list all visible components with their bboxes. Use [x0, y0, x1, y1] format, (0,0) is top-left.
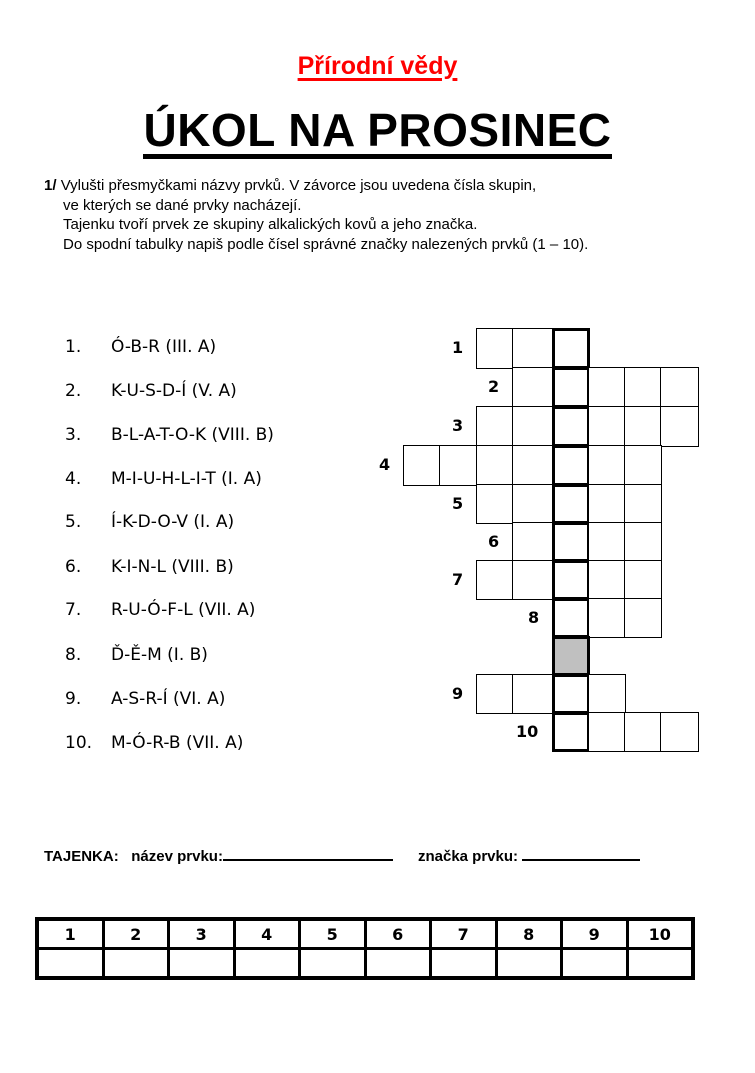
crossword-key-cell[interactable]	[552, 445, 590, 486]
tajenka-row	[44, 845, 640, 865]
crossword-cell[interactable]	[512, 674, 554, 714]
crossword-row-number: 2	[488, 377, 500, 396]
answer-cell[interactable]	[562, 949, 628, 979]
crossword-cell[interactable]	[660, 367, 699, 408]
crossword-key-cell[interactable]	[552, 712, 590, 752]
clue-item: 10. M-Ó-R-B (VII. A)	[65, 733, 244, 753]
crossword-key-cell[interactable]	[552, 674, 590, 714]
crossword-shaded-cell	[552, 636, 590, 676]
crossword-cell[interactable]	[624, 522, 662, 562]
answer-cell[interactable]	[496, 949, 562, 979]
crossword-cell[interactable]	[624, 445, 662, 486]
answer-table-header: 2	[103, 919, 169, 949]
clue-item: 5. Í-K-D-O-V (I. A)	[65, 512, 235, 532]
crossword-cell[interactable]	[588, 484, 626, 524]
crossword-cell[interactable]	[403, 445, 441, 486]
crossword-cell[interactable]	[476, 328, 514, 369]
answer-table-header: 8	[496, 919, 562, 949]
crossword-cell[interactable]	[512, 406, 554, 447]
answer-table-header-row	[37, 919, 693, 949]
crossword-cell[interactable]	[512, 560, 554, 600]
crossword-cell[interactable]	[660, 712, 699, 752]
answer-cell[interactable]	[234, 949, 300, 979]
crossword-cell[interactable]	[624, 598, 662, 638]
clue-item: 9. A-S-R-Í (VI. A)	[65, 689, 226, 709]
instruction-line: ve kterých se dané prvky nacházejí.	[63, 196, 302, 214]
answer-cell[interactable]	[627, 949, 693, 979]
tajenka-label: TAJENKA:	[44, 848, 119, 865]
answer-table-header: 9	[562, 919, 628, 949]
crossword-cell[interactable]	[476, 406, 514, 447]
crossword-cell[interactable]	[476, 560, 514, 600]
answer-table-header: 3	[169, 919, 235, 949]
clue-item: 2. K-U-S-D-Í (V. A)	[65, 381, 237, 401]
crossword-cell[interactable]	[588, 674, 626, 714]
task-number: 1/	[44, 177, 57, 194]
crossword-key-cell[interactable]	[552, 522, 590, 562]
crossword-cell[interactable]	[624, 367, 662, 408]
crossword-cell[interactable]	[660, 406, 699, 447]
crossword-cell[interactable]	[624, 484, 662, 524]
crossword-cell[interactable]	[588, 445, 626, 486]
crossword-key-cell[interactable]	[552, 328, 590, 369]
subject-heading: Přírodní vědy	[297, 52, 458, 80]
answer-table-header: 6	[365, 919, 431, 949]
clue-item: 7. R-U-Ó-F-L (VII. A)	[65, 600, 256, 620]
crossword-row-number: 5	[452, 494, 464, 513]
crossword-cell[interactable]	[512, 484, 554, 524]
instruction-line: 1/ Vylušti přesmyčkami názvy prvků. V závorce jsou uvedena čísla skupin,	[44, 177, 537, 194]
element-symbol-answer-line[interactable]	[522, 845, 640, 861]
answer-cell[interactable]	[300, 949, 366, 979]
crossword-cell[interactable]	[476, 445, 514, 486]
crossword-cell[interactable]	[624, 406, 662, 447]
crossword-cell[interactable]	[588, 406, 626, 447]
answer-cell[interactable]	[103, 949, 169, 979]
answer-table-header: 10	[627, 919, 693, 949]
symbols-answer-table	[35, 917, 695, 980]
clue-item: 8. Ď-Ě-M (I. B)	[65, 645, 208, 665]
crossword-cell[interactable]	[476, 484, 514, 524]
crossword-cell[interactable]	[588, 367, 626, 408]
element-name-answer-line[interactable]	[223, 845, 393, 861]
crossword-cell[interactable]	[512, 328, 554, 369]
crossword-row-number: 1	[452, 338, 464, 357]
element-name-label: název prvku:	[131, 848, 223, 865]
crossword-cell[interactable]	[512, 522, 554, 562]
crossword-row-number: 8	[528, 608, 540, 627]
crossword-cell[interactable]	[588, 712, 626, 752]
crossword-cell[interactable]	[588, 522, 626, 562]
clue-item: 6. K-I-N-L (VIII. B)	[65, 557, 234, 577]
crossword-key-cell[interactable]	[552, 598, 590, 638]
crossword-cell[interactable]	[476, 674, 514, 714]
answer-cell[interactable]	[365, 949, 431, 979]
answer-cell[interactable]	[169, 949, 235, 979]
crossword-key-cell[interactable]	[552, 367, 590, 408]
crossword-cell[interactable]	[512, 367, 554, 408]
clue-item: 3. B-L-A-T-O-K (VIII. B)	[65, 425, 274, 445]
instruction-line: Do spodní tabulky napiš podle čísel správné značky nalezených prvků (1 – 10).	[63, 235, 589, 253]
instruction-line: Tajenku tvoří prvek ze skupiny alkalických kovů a jeho značka.	[63, 216, 478, 233]
answer-table-header: 1	[37, 919, 103, 949]
crossword-key-cell[interactable]	[552, 406, 590, 447]
crossword-row-number: 9	[452, 684, 464, 703]
crossword-row-number: 7	[452, 570, 464, 589]
crossword-cell[interactable]	[439, 445, 478, 486]
answer-cell[interactable]	[37, 949, 103, 979]
answer-table-header: 4	[234, 919, 300, 949]
element-symbol-label: značka prvku:	[417, 848, 519, 865]
crossword-key-cell[interactable]	[552, 484, 590, 524]
clue-item: 4. M-I-U-H-L-I-T (I. A)	[65, 469, 262, 489]
crossword-cell[interactable]	[624, 712, 662, 752]
crossword-row-number: 3	[452, 416, 464, 435]
crossword-cell[interactable]	[588, 598, 626, 638]
crossword-key-cell[interactable]	[552, 560, 590, 600]
crossword-row-number: 10	[516, 722, 539, 741]
crossword-cell[interactable]	[624, 560, 662, 600]
crossword-cell[interactable]	[588, 560, 626, 600]
answer-table-header: 7	[431, 919, 497, 949]
page-title: ÚKOL NA PROSINEC	[0, 103, 755, 159]
answer-table-input-row	[37, 949, 693, 979]
answer-cell[interactable]	[431, 949, 497, 979]
crossword-cell[interactable]	[512, 445, 554, 486]
crossword-row-number: 6	[488, 532, 500, 551]
answer-table-header: 5	[300, 919, 366, 949]
crossword-row-number: 4	[379, 455, 391, 474]
clue-item: 1. Ó-B-R (III. A)	[65, 337, 217, 357]
